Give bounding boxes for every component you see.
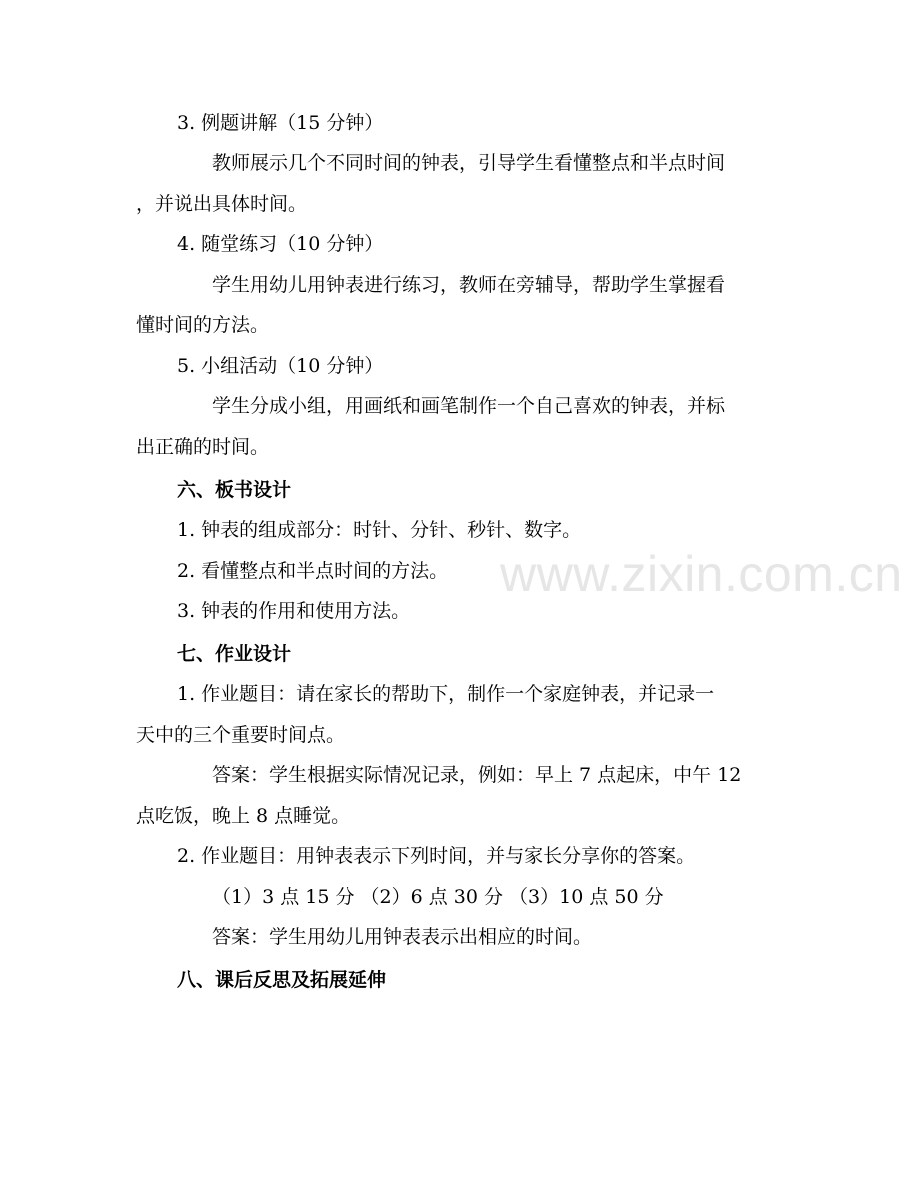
board-item-1: 1. 钟表的组成部分：时针、分针、秒针、数字。 bbox=[177, 519, 582, 541]
step-4-paragraph-line-2: 懂时间的方法。 bbox=[136, 314, 270, 336]
step-5-paragraph-line-1: 学生分成小组，用画纸和画笔制作一个自己喜欢的钟表，并标 bbox=[212, 395, 726, 417]
homework-2-line-1: 2. 作业题目：用钟表表示下列时间，并与家长分享你的答案。 bbox=[177, 845, 696, 867]
step-4-title: 4. 随堂练习（10 分钟） bbox=[177, 233, 384, 255]
step-5-title: 5. 小组活动（10 分钟） bbox=[177, 355, 384, 377]
section-7-heading: 七、作业设计 bbox=[177, 643, 292, 665]
homework-2-times: （1）3 点 15 分 （2）6 点 30 分 （3）10 点 50 分 bbox=[212, 886, 664, 908]
homework-2-answer: 答案：学生用幼儿用钟表表示出相应的时间。 bbox=[212, 926, 593, 948]
watermark: www.zixin.com.cn bbox=[500, 546, 903, 602]
homework-1-answer-line-2: 点吃饭，晚上 8 点睡觉。 bbox=[136, 805, 351, 827]
homework-1-line-1: 1. 作业题目：请在家长的帮助下，制作一个家庭钟表，并记录一 bbox=[177, 683, 715, 705]
step-4-paragraph-line-1: 学生用幼儿用钟表进行练习，教师在旁辅导，帮助学生掌握看 bbox=[212, 274, 726, 296]
step-3-paragraph-line-2: ，并说出具体时间。 bbox=[136, 193, 308, 215]
section-6-heading: 六、板书设计 bbox=[177, 479, 292, 501]
step-5-paragraph-line-2: 出正确的时间。 bbox=[136, 436, 270, 458]
step-3-title: 3. 例题讲解（15 分钟） bbox=[177, 112, 384, 134]
board-item-3: 3. 钟表的作用和使用方法。 bbox=[177, 600, 411, 622]
homework-1-answer-line-1: 答案：学生根据实际情况记录，例如：早上 7 点起床，中午 12 bbox=[212, 764, 742, 786]
board-item-2: 2. 看懂整点和半点时间的方法。 bbox=[177, 560, 449, 582]
homework-1-line-2: 天中的三个重要时间点。 bbox=[136, 724, 346, 746]
section-8-heading: 八、课后反思及拓展延伸 bbox=[177, 969, 387, 991]
step-3-paragraph-line-1: 教师展示几个不同时间的钟表，引导学生看懂整点和半点时间 bbox=[212, 152, 726, 174]
